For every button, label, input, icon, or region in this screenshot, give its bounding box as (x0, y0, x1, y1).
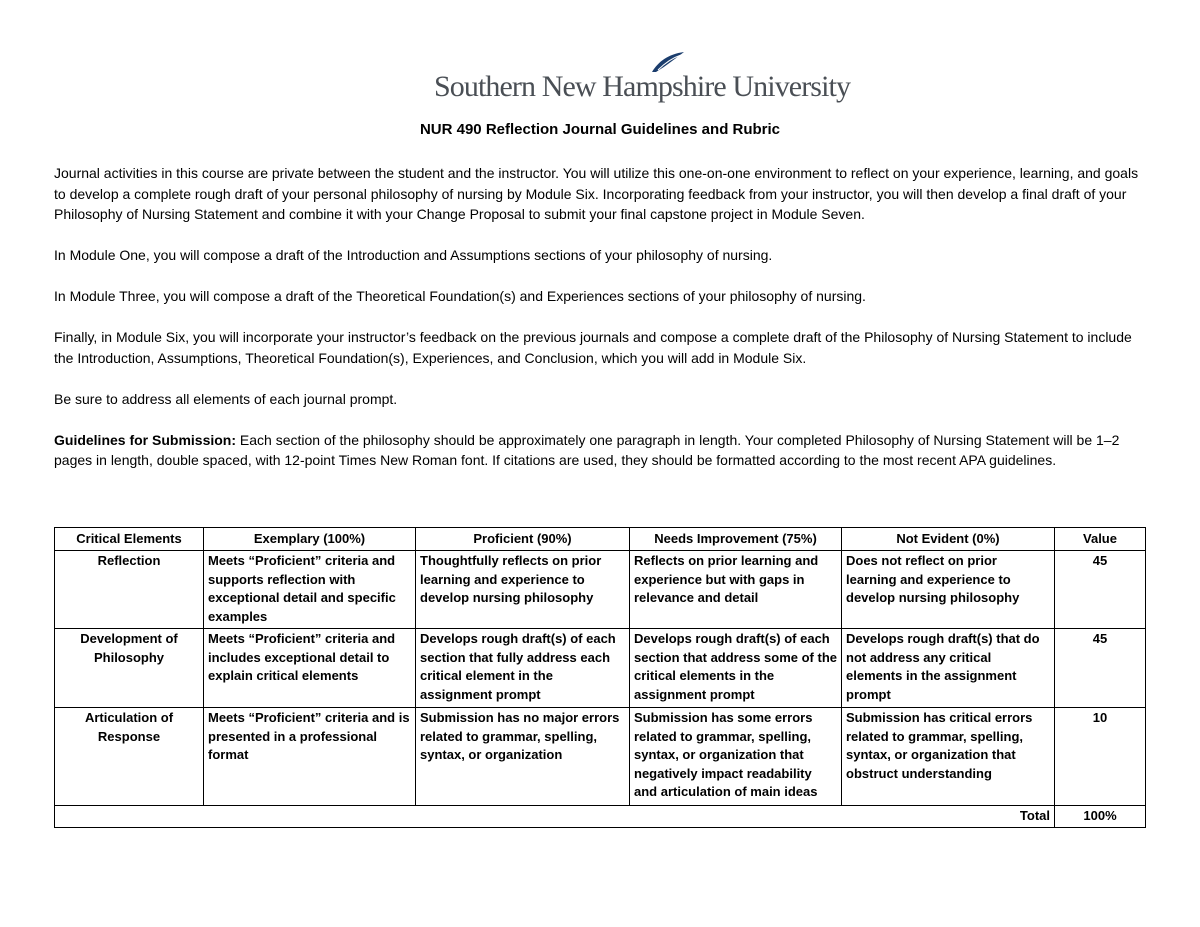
value-cell: 45 (1055, 629, 1146, 708)
value-cell: 10 (1055, 708, 1146, 806)
header-proficient: Proficient (90%) (416, 528, 630, 551)
proficient-cell: Submission has no major errors related to grammar, spelling, syntax, or organization (416, 708, 630, 806)
document-body (54, 163, 1148, 471)
not-evident-cell: Submission has critical errors related to grammar, spelling, syntax, or organization that obstruct understanding (842, 708, 1055, 806)
module-one-paragraph: In Module One, you will compose a draft of the Introduction and Assumptions sections of your philosophy of nursing. (54, 247, 773, 263)
rubric-table (54, 527, 1146, 828)
total-row (55, 806, 1146, 828)
logo-wordmark: Southern New Hampshire University (434, 70, 851, 103)
proficient-cell: Develops rough draft(s) of each section that fully address each critical element in the assignment prompt (416, 629, 630, 708)
needs-improvement-cell: Develops rough draft(s) of each section that address some of the critical elements in the assignment prompt (630, 629, 842, 708)
header-value: Value (1055, 528, 1146, 551)
exemplary-cell: Meets “Proficient” criteria and is presented in a professional format (204, 708, 416, 806)
module-three-paragraph: In Module Three, you will compose a draft of the Theoretical Foundation(s) and Experiences sections of your philosophy of nursing. (54, 288, 866, 304)
submission-guidelines-text: Each section of the philosophy should be approximately one paragraph in length. Your completed Philosophy of Nursing Statement will be 1–2 pages in length, double spaced, with 12-point Times New Roman font. If citations are used, they should be formatted according to the most recent APA guidelines. (54, 431, 1120, 468)
prompt-reminder-paragraph: Be sure to address all elements of each journal prompt. (54, 390, 398, 407)
total-spacer-cell (55, 806, 842, 828)
table-row (55, 708, 1146, 806)
table-row (55, 629, 1146, 708)
critical-element-cell: Articulation of Response (55, 708, 204, 806)
header-needs-improvement: Needs Improvement (75%) (630, 528, 842, 551)
proficient-cell: Thoughtfully reflects on prior learning and experience to develop nursing philosophy (416, 551, 630, 629)
intro-paragraph: Journal activities in this course are private between the student and the instructor. You will utilize this one-on-one environment to reflect on your experience, learning, and goals to develop a complete rough draft of your personal philosophy of nursing by Module Six. Incorporating feedback from your instructor, you will then develop a final draft of your Philosophy of Nursing Statement and combine it with your Change Proposal to submit your final capstone project in Module Seven. (54, 165, 1139, 222)
critical-element-cell: Reflection (55, 551, 204, 629)
critical-element-cell: Development of Philosophy (55, 629, 204, 708)
total-value: 100% (1055, 806, 1146, 828)
not-evident-cell: Develops rough draft(s) that do not address any critical elements in the assignment prompt (842, 629, 1055, 708)
module-six-paragraph: Finally, in Module Six, you will incorporate your instructor’s feedback on the previous journals and compose a complete draft of the Philosophy of Nursing Statement to include the Introduction, Assumptions, Theoretical Foundation(s), Experiences, and Conclusion, which you will add in Module Six. (54, 329, 1132, 366)
submission-guidelines-paragraph (54, 430, 1148, 471)
table-row (55, 551, 1146, 629)
total-label: Total (842, 806, 1055, 828)
needs-improvement-cell: Reflects on prior learning and experience but with gaps in relevance and detail (630, 551, 842, 629)
needs-improvement-cell: Submission has some errors related to grammar, spelling, syntax, or organization that negatively impact readability and articulation of main ideas (630, 708, 842, 806)
header-critical-elements: Critical Elements (55, 528, 204, 551)
not-evident-cell: Does not reflect on prior learning and experience to develop nursing philosophy (842, 551, 1055, 629)
university-logo (434, 50, 851, 106)
rubric-header-row (55, 528, 1146, 551)
exemplary-cell: Meets “Proficient” criteria and includes exceptional detail to explain critical elements (204, 629, 416, 708)
document-title: NUR 490 Reflection Journal Guidelines and Rubric (419, 121, 781, 138)
submission-guidelines-label: Guidelines for Submission: (54, 431, 237, 448)
header-not-evident: Not Evident (0%) (842, 528, 1055, 551)
header-exemplary: Exemplary (100%) (204, 528, 416, 551)
exemplary-cell: Meets “Proficient” criteria and supports reflection with exceptional detail and specific examples (204, 551, 416, 629)
value-cell: 45 (1055, 551, 1146, 629)
